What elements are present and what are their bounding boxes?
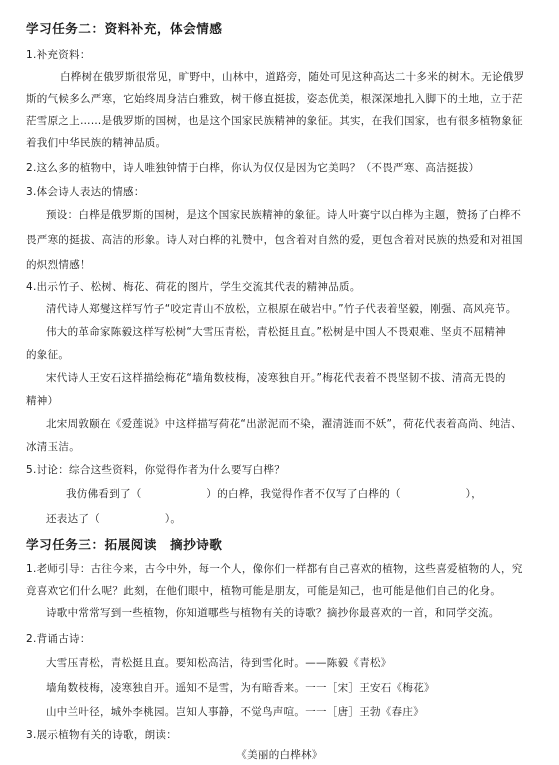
q4-line-2: 伟大的革命家陈毅这样写松树“大雪压青松，青松挺且直。”松树是中国人不畏艰难、坚贞不屈精神 <box>46 326 506 338</box>
q1-line-1: 白桦树在俄罗斯很常见，旷野中，山林中，道路旁，随处可见这种高达二十多米的树木。无论俄罗 <box>60 71 525 83</box>
q4-line-1: 清代诗人郑燮这样写竹子“咬定青山不放松，立根原在破岩中。”竹子代表着坚毅，刚强、高风亮节。 <box>46 303 517 315</box>
q5-line-1-a: 我仿佛看到了（ <box>66 488 142 500</box>
q3-label: 3.体会诗人表达的情感： <box>26 186 145 198</box>
q5-line-1-c: ）， <box>465 488 482 500</box>
q5-blank-3[interactable] <box>100 513 165 525</box>
poem-line-3: 山中兰叶径，城外李桃园。岂知人事静，不觉鸟声喧。一一［唐］王勃《春庄》 <box>46 706 424 718</box>
q1-line-3: 茫雪原之上……是俄罗斯的国树，也是这个国家民族精神的象征。其实，在我们国家，也有很多植物象征 <box>26 115 523 127</box>
q3-line-2: 畏严寒的挺拔、高洁的形象。诗人对白桦的礼赞中，包含着对自然的爱，更包含着对民族的热爱和对祖国 <box>26 234 523 246</box>
q2-text: 2.这么多的植物中，诗人唯独钟情于白桦，你认为仅仅是因为它美吗？（不畏严寒、高洁挺拔） <box>26 162 480 174</box>
q4-line-5: 精神） <box>26 395 59 407</box>
q5-label: 5.讨论：综合这些资料，你觉得作者为什么要写白桦？ <box>26 464 286 476</box>
section2-heading: 学习任务二：资料补充，体会情感 <box>26 21 223 36</box>
q5-line-2 <box>46 512 181 526</box>
poem-line-2: 墙角数枝梅，凌寒独自开。遥知不是雪，为有暗香来。一一［宋］王安石《梅花》 <box>46 682 435 694</box>
q5-blank-1[interactable] <box>142 488 207 500</box>
q3-line-3: 的炽烈情感！ <box>26 259 91 271</box>
q5-line-1-b: ）的白桦，我觉得作者不仅写了白桦的（ <box>206 488 401 500</box>
poem-line-1: 大雪压青松，青松挺且直。要知松高洁，待到雪化时。——陈毅《青松》 <box>46 657 392 669</box>
q5-line-2-a: 还表达了（ <box>46 513 100 525</box>
q4-line-3: 的象征。 <box>26 349 70 361</box>
q4-line-4: 宋代诗人王安石这样描绘梅花“墙角数枝梅，凌寒独自开。”梅花代表着不畏坚韧不拔、清高无畏的 <box>46 372 506 384</box>
s3-q1-line-2: 竟喜欢它们什么呢？此刻，在他们眼中，植物可能是朋友，可能是知己，也可能是他们自己的化身。 <box>26 585 502 597</box>
s3-q1-line-1: 1.老师引导：古往今来，古今中外，每一个人，像你们一样都有自己喜欢的植物，这些喜爱植物的人，究 <box>26 563 523 575</box>
s3-q2-label: 2.背诵古诗： <box>26 633 91 645</box>
q5-line-1 <box>66 487 482 501</box>
s3-q1-line-3: 诗歌中常常写到一些植物，你知道哪些与植物有关的诗歌？摘抄你最喜欢的一首，和同学交流。 <box>46 607 500 619</box>
q3-line-1: 预设：白桦是俄罗斯的国树，是这个国家民族精神的象征。诗人叶赛宁以白桦为主题，赞扬了白桦不 <box>46 209 522 221</box>
q5-blank-2[interactable] <box>401 488 466 500</box>
section3-heading: 学习任务三：拓展阅读 摘抄诗歌 <box>26 537 223 552</box>
q1-line-4: 着我们中华民族的精神品质。 <box>26 137 167 149</box>
poem-title: 《美丽的白桦林》 <box>236 749 323 761</box>
s3-q3-label: 3.展示植物有关的诗歌，朗读： <box>26 729 178 741</box>
q4-label: 4.出示竹子、松树、梅花、荷花的图片，学生交流其代表的精神品质。 <box>26 281 361 293</box>
q5-line-2-b: ）。 <box>164 513 182 525</box>
q4-line-7: 冰清玉洁。 <box>26 441 80 453</box>
q1-label: 1.补充资料： <box>26 49 91 61</box>
q4-line-6: 北宋周敦颐在《爱莲说》中这样描写荷花“出淤泥而不染，濯清涟而不妖”，荷花代表着高尚、纯洁、 <box>46 418 522 430</box>
q1-line-2: 斯的气候多么严寒，它始终周身洁白雅致，树干修直挺拔，姿态优美，根深深地扎入脚下的土地，立于茫 <box>26 93 523 105</box>
